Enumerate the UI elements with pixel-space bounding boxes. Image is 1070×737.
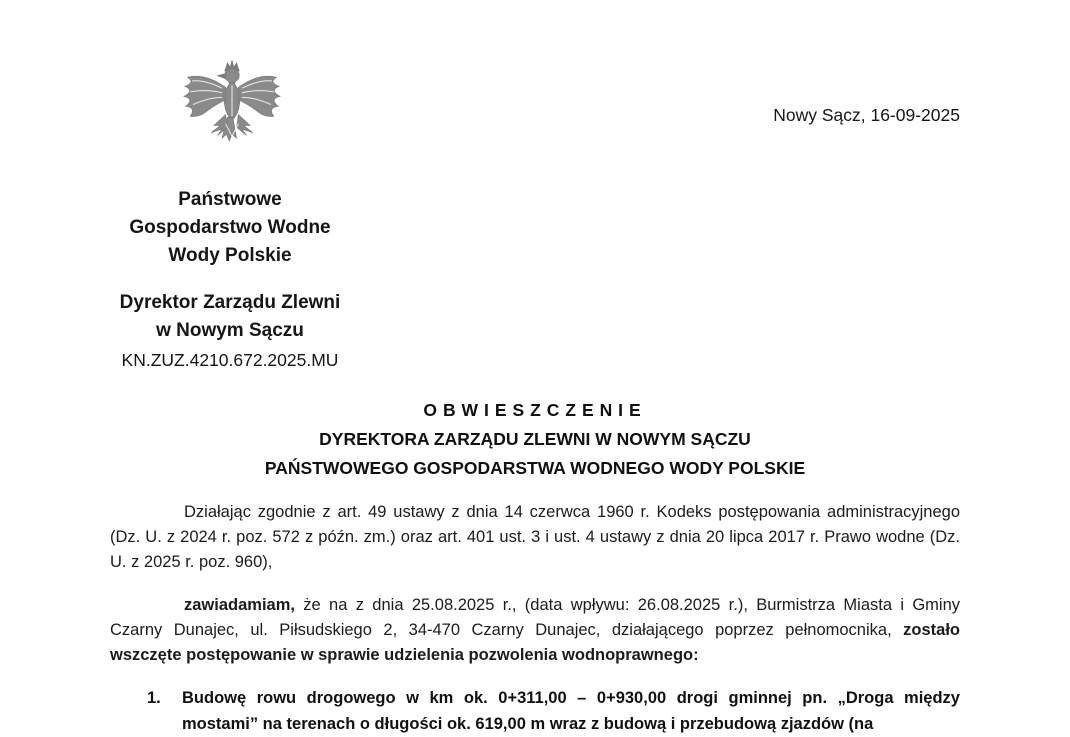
legal-basis-paragraph: Działając zgodnie z art. 49 ustawy z dnia 14 czerwca 1960 r. Kodeks postępowania administracyjnego (Dz. U. z 2024 r. poz. 572 z późn. zm.) oraz art. 401 ust. 3 i ust. 4 ustawy z dnia 20 lipca 2017 r. Prawo wodne (Dz. U. z 2025 r. poz. 960), [110, 503, 960, 571]
organization-line-1: Państwowe [178, 189, 282, 210]
list-item-1 [147, 685, 960, 737]
list-item-1-text [182, 685, 960, 737]
issuer-line-2: w Nowym Sączu [156, 320, 304, 341]
case-reference-number: KN.ZUZ.4210.672.2025.MU [121, 350, 339, 370]
place-and-date: Nowy Sącz, 16-09-2025 [773, 105, 960, 125]
organization-line-2: Gospodarstwo Wodne [129, 217, 331, 238]
title-line-3: PAŃSTWOWEGO GOSPODARSTWA WODNEGO WODY POLSKIE [264, 458, 806, 478]
announcement-title [0, 396, 1070, 483]
notification-bold-intro: zawiadamiam, [184, 596, 295, 614]
notification-paragraph [110, 593, 960, 668]
organization-name [60, 186, 400, 270]
polish-eagle-emblem-icon [182, 58, 282, 153]
list-item-1-line-1: Budowę rowu drogowego w km ok. 0+311,00 – 0+930,00 drogi gminnej pn. „Droga między [182, 689, 960, 707]
notification-bold-ending: zostało wszczęte postępowanie w sprawie udzielenia pozwolenia wodnoprawnego: [110, 621, 960, 664]
notification-middle-text: że na z dnia 25.08.2025 r., (data wpływu: 26.08.2025 r.), Burmistrza Miasta i Gminy Czarny Dunajec, ul. Piłsudskiego 2, 34-470 Czarny Dunajec, działającego poprzez pełnomocnika, [110, 596, 960, 639]
title-line-2: DYREKTORA ZARZĄDU ZLEWNI W NOWYM SĄCZU [319, 429, 751, 449]
title-line-1: OBWIESZCZENIE [423, 400, 647, 420]
issuing-authority [60, 289, 400, 345]
list-item-1-line-2-partial: mostami” na terenach o długości ok. 619,00 m wraz z budową i przebudową zjazdów (na [182, 715, 874, 733]
issuer-line-1: Dyrektor Zarządu Zlewni [119, 292, 341, 313]
organization-line-3: Wody Polskie [168, 245, 292, 266]
list-item-1-number: 1. [147, 689, 161, 707]
